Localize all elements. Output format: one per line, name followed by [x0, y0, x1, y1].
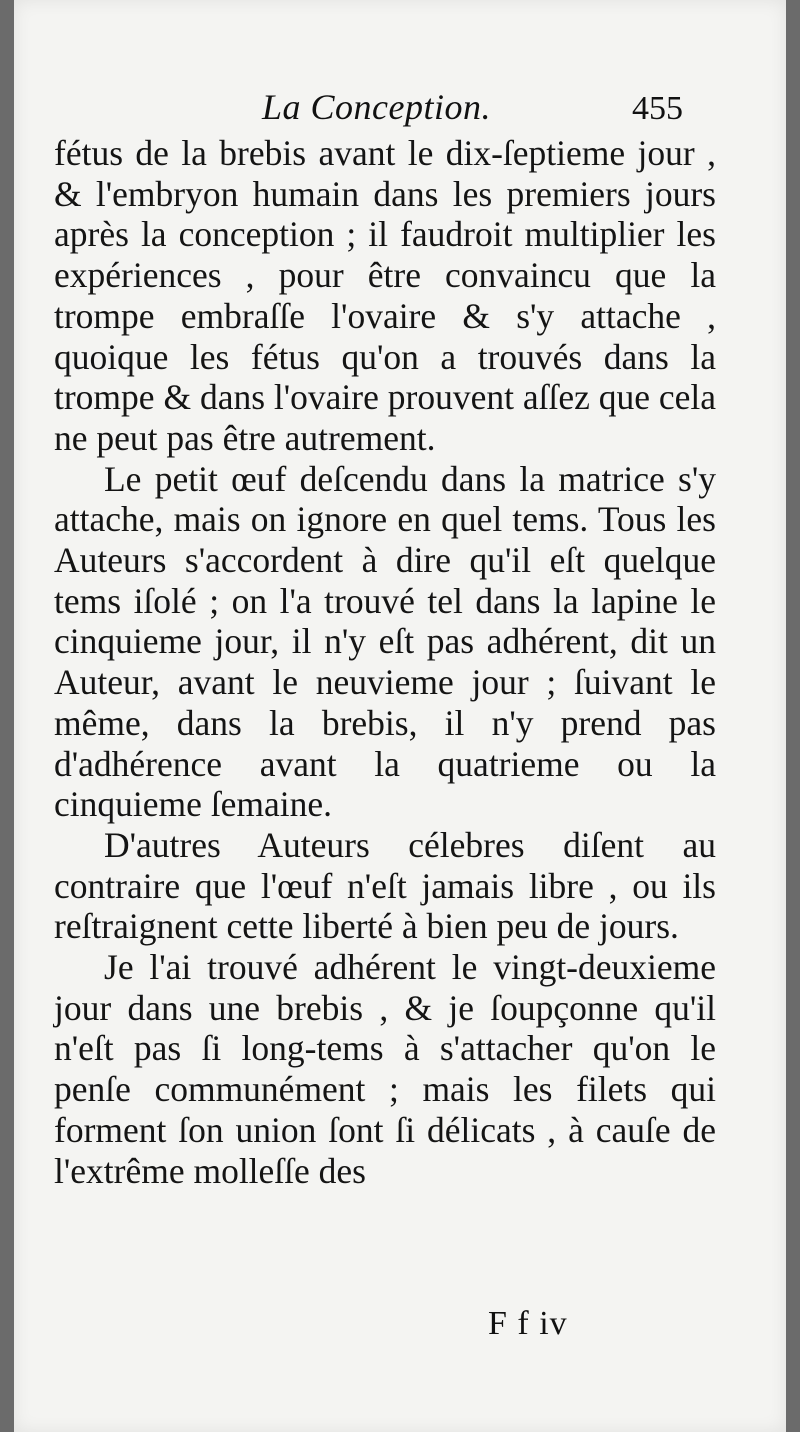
running-title: La Conception.	[262, 87, 491, 127]
page-header	[14, 80, 786, 132]
page-number: 455	[632, 90, 683, 127]
book-page	[14, 0, 786, 1432]
paragraph-1: fétus de la brebis avant le dix-ſeptieme jour , & l'embryon humain dans les premiers jours après la conception ; il faudroit multiplier les expériences , pour être convaincu que la trompe embraſſe l'ovaire & s'y attache , quoique les fétus qu'on a trouvés dans la trompe & dans l'ovaire prouvent aſſez que cela ne peut pas être autrement.	[54, 133, 716, 458]
paragraph-2: Le petit œuf deſcendu dans la matrice s'y attache, mais on ignore en quel tems. Tous les Auteurs s'accordent à dire qu'il eſt quelque tems iſolé ; on l'a trouvé tel dans la lapine le cinquieme jour, il n'y eſt pas adhérent, dit un Auteur, avant le neuvieme jour ; ſuivant le même, dans la brebis, il n'y prend pas d'adhérence avant la quatrieme ou la cinquieme ſemaine.	[54, 458, 716, 825]
body-text	[54, 133, 716, 1191]
signature-mark: F f iv	[488, 1305, 568, 1342]
paragraph-3: D'autres Auteurs célebres diſent au contraire que l'œuf n'eſt jamais libre , ou ils reſtraignent cette liberté à bien peu de jours.	[54, 824, 716, 947]
paragraph-4: Je l'ai trouvé adhérent le vingt-deuxieme jour dans une brebis , & je ſoupçonne qu'il n'eſt pas ſi long-tems à s'attacher qu'on le penſe communément ; mais les filets qui forment ſon union ſont ſi délicats , à cauſe de l'extrême molleſſe des	[54, 947, 716, 1191]
